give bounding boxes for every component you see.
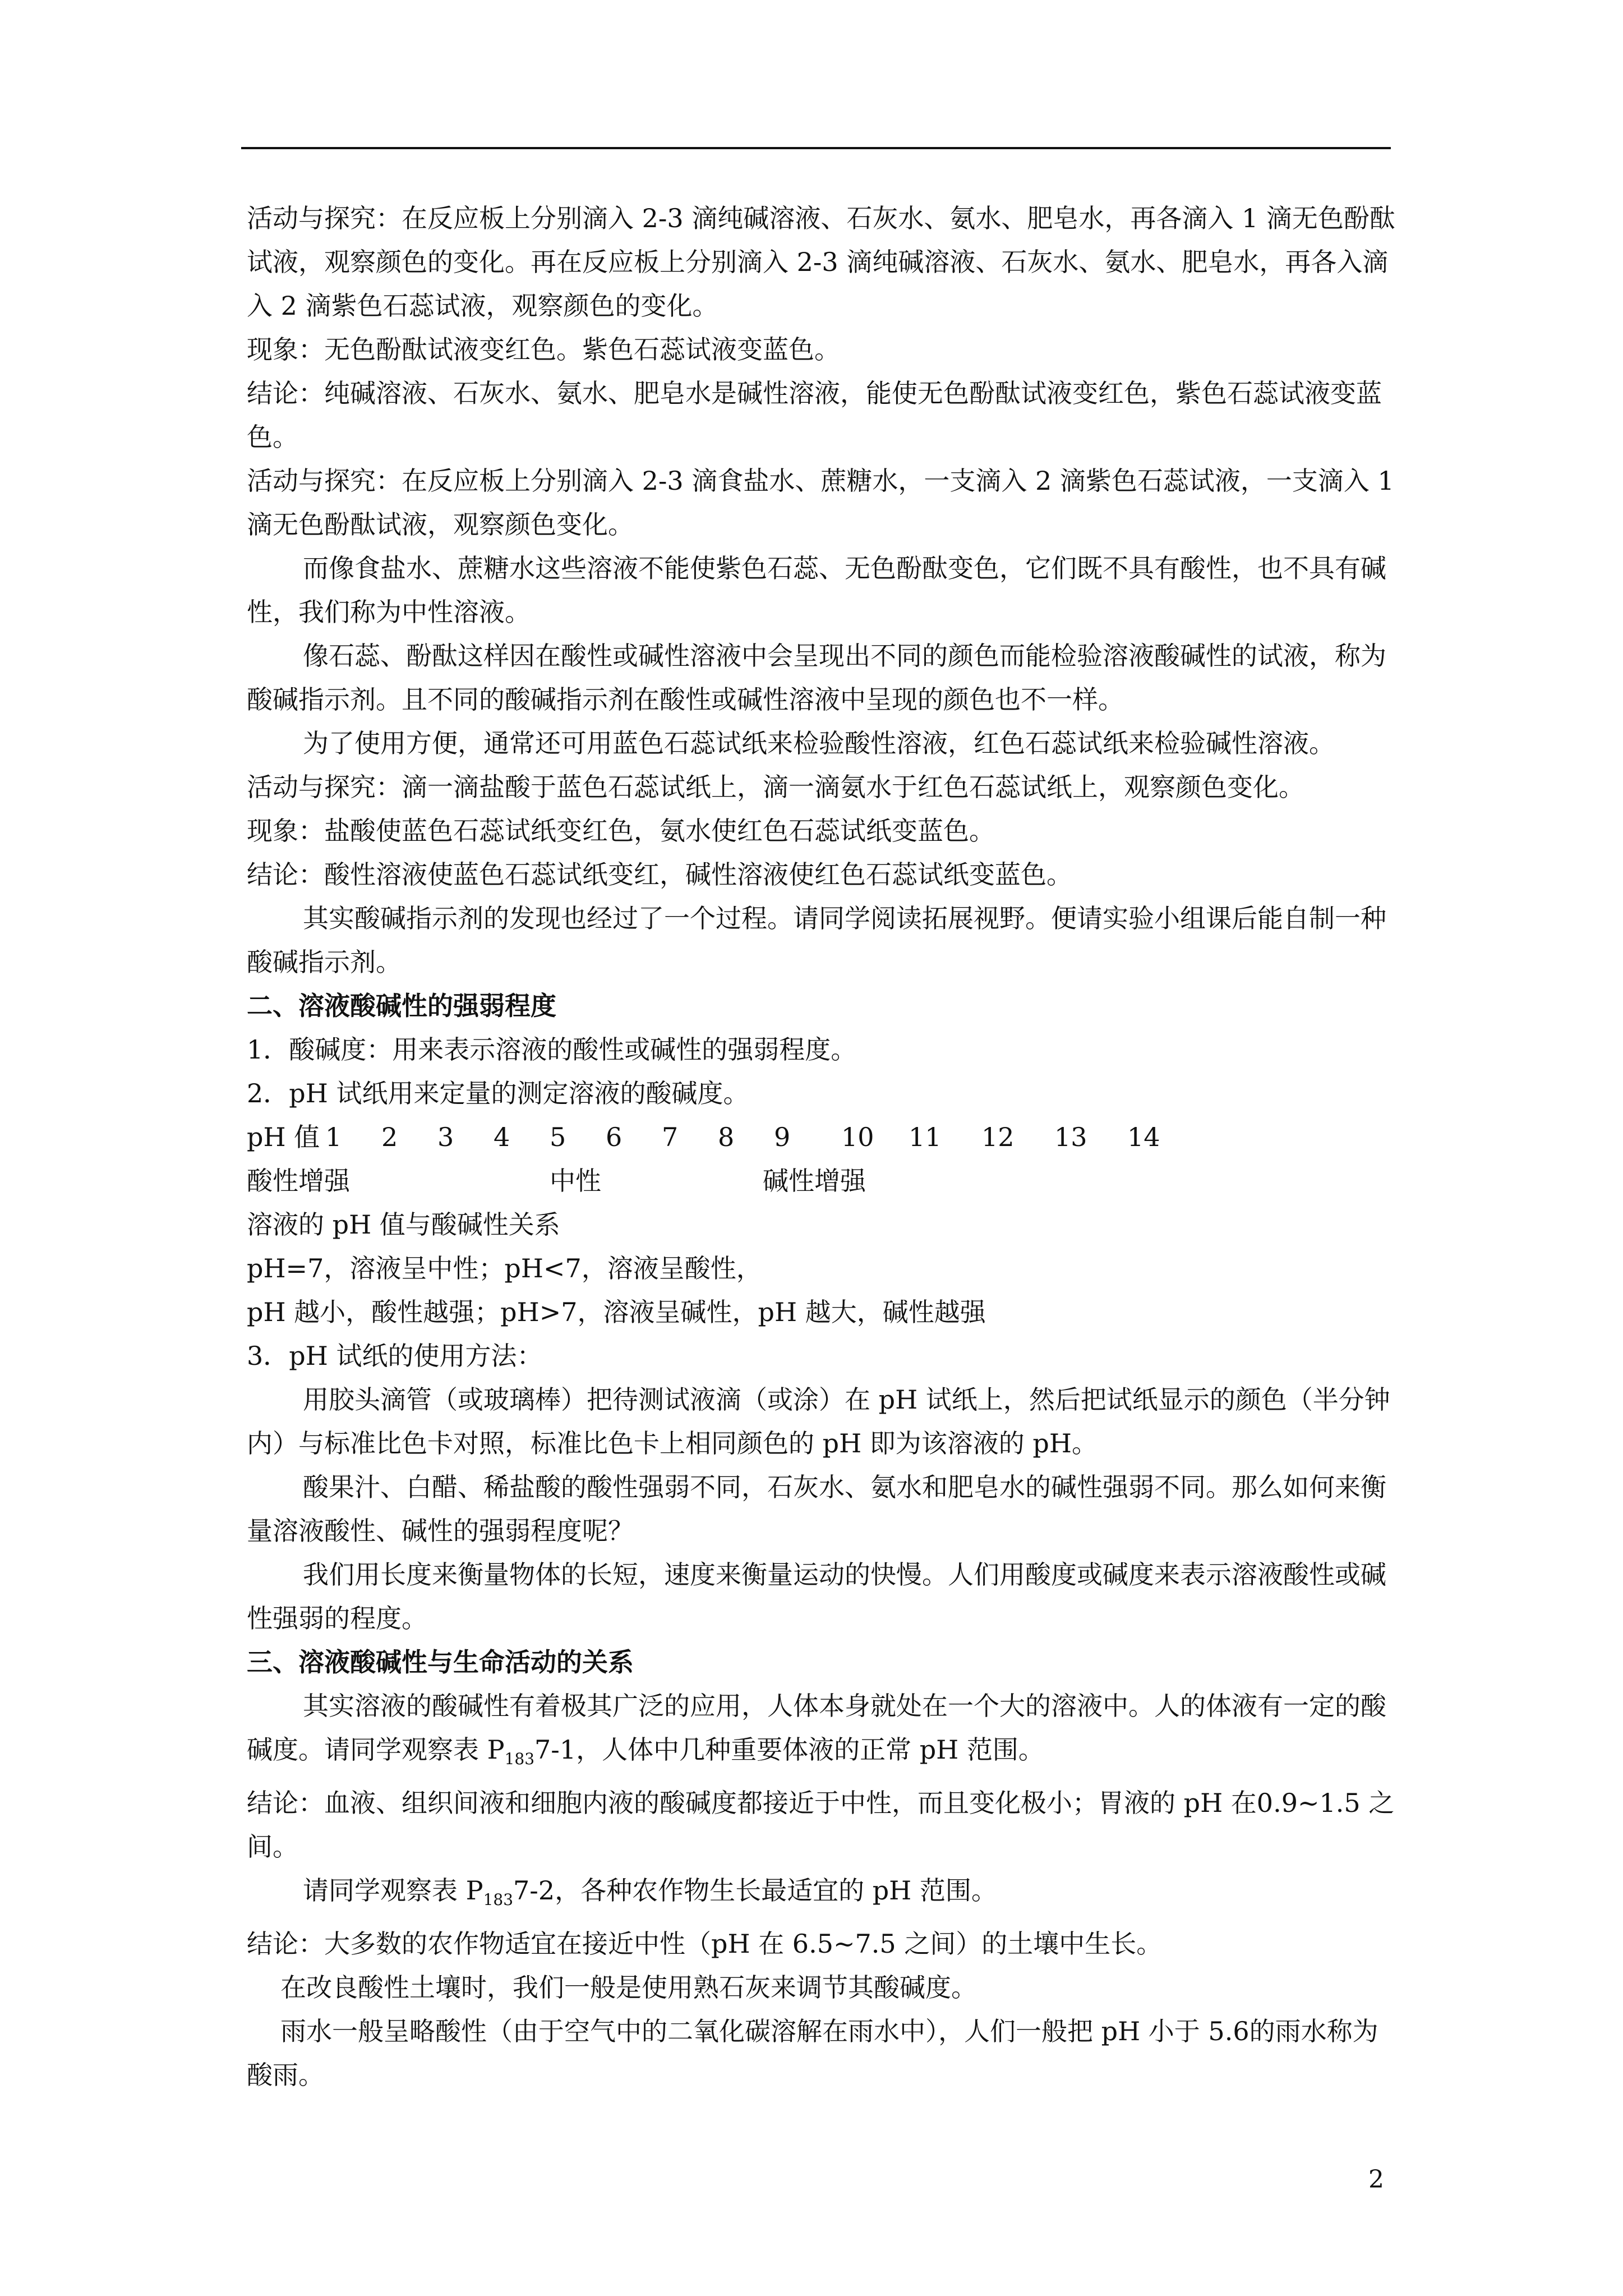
page-subscript: 183	[504, 1750, 535, 1768]
ph-value: 13	[1054, 1122, 1087, 1152]
crops-text: 请同学观察表 P	[303, 1875, 483, 1906]
acid-trend-label: 酸性增强	[247, 1166, 350, 1196]
page-subscript: 183	[483, 1890, 514, 1909]
ph-value: 3	[437, 1122, 454, 1152]
paragraph-activity-2: 活动与探究：在反应板上分别滴入 2-3 滴食盐水、蔗糖水，一支滴入 2 滴紫色石蕊试液，一支滴入 1 滴无色酚酞试液，观察颜色变化。	[247, 466, 1394, 540]
ph-value: 10	[841, 1122, 874, 1152]
paragraph-phenomenon-1: 现象：无色酚酞试液变红色。紫色石蕊试液变蓝色。	[247, 334, 840, 365]
ph-trend-row	[247, 1159, 1402, 1203]
paragraph-indicator: 像石蕊、酚酞这样因在酸性或碱性溶液中会呈现出不同的颜色而能检验溶液酸碱性的试液，称为酸碱指示剂。且不同的酸碱指示剂在酸性或碱性溶液中呈现的颜色也不一样。	[247, 641, 1386, 715]
neutral-label: 中性	[550, 1166, 601, 1196]
paragraph-neutral: 而像食盐水、蔗糖水这些溶液不能使紫色石蕊、无色酚酞变色，它们既不具有酸性，也不具有碱性，我们称为中性溶液。	[247, 553, 1386, 627]
ph-value: 12	[981, 1122, 1015, 1152]
list-item-2: 2．pH 试纸用来定量的测定溶液的酸碱度。	[247, 1078, 749, 1108]
page-number: 2	[1368, 2165, 1384, 2194]
paragraph-conclusion-3: 结论：血液、组织间液和细胞内液的酸碱度都接近于中性，而且变化极小；胃液的 pH 在0.9~1.5 之间。	[247, 1788, 1395, 1862]
body-fluids-text: 其实溶液的酸碱性有着极其广泛的应用，人体本身就处在一个大的溶液中。人的体液有一定的酸碱度。请同学观察表 P	[247, 1691, 1386, 1765]
paragraph-ph-usage: 用胶头滴管（或玻璃棒）把待测试液滴（或涂）在 pH 试纸上，然后把试纸显示的颜色（半分钟内）与标准比色卡对照，标准比色卡上相同颜色的 pH 即为该溶液的 pH。	[247, 1384, 1390, 1458]
ph-scale-row	[247, 1115, 1402, 1159]
body-fluids-text-end: 7-1，人体中几种重要体液的正常 pH 范围。	[534, 1734, 1044, 1765]
ph-relation-line-1: pH=7，溶液呈中性；pH<7，溶液呈酸性，	[247, 1253, 762, 1283]
section-heading-2: 二、溶液酸碱性的强弱程度	[247, 991, 556, 1021]
ph-value: 7	[662, 1122, 679, 1152]
ph-value: 1	[325, 1122, 342, 1152]
paragraph-conclusion-4: 结论：大多数的农作物适宜在接近中性（pH 在 6.5~7.5 之间）的土壤中生长。	[247, 1929, 1163, 1959]
ph-value: 4	[494, 1122, 510, 1152]
paragraph-conclusion-1: 结论：纯碱溶液、石灰水、氨水、肥皂水是碱性溶液，能使无色酚酞试液变红色，紫色石蕊试液变蓝色。	[247, 378, 1382, 452]
ph-value: 14	[1127, 1122, 1160, 1152]
base-trend-label: 碱性增强	[763, 1166, 866, 1196]
ph-relation-line-2: pH 越小，酸性越强；pH>7，溶液呈碱性，pH 越大，碱性越强	[247, 1297, 986, 1327]
ph-value: 2	[381, 1122, 398, 1152]
paragraph-conclusion-2: 结论：酸性溶液使蓝色石蕊试纸变红，碱性溶液使红色石蕊试纸变蓝色。	[247, 859, 1072, 890]
document-body	[247, 196, 1402, 2097]
paragraph-acid-rain: 雨水一般呈略酸性（由于空气中的二氧化碳溶解在雨水中），人们一般把 pH 小于 5.6的雨水称为酸雨。	[247, 2016, 1378, 2090]
paragraph-soil: 在改良酸性土壤时，我们一般是使用熟石灰来调节其酸碱度。	[280, 1972, 977, 2003]
section-heading-3: 三、溶液酸碱性与生命活动的关系	[247, 1647, 634, 1677]
ph-value: 5	[550, 1122, 566, 1152]
ph-value: 11	[909, 1122, 942, 1152]
crops-text-end: 7-2，各种农作物生长最适宜的 pH 范围。	[513, 1875, 997, 1906]
paragraph-measure: 我们用长度来衡量物体的长短，速度来衡量运动的快慢。人们用酸度或碱度来表示溶液酸性或碱性强弱的程度。	[247, 1559, 1386, 1634]
paragraph-phenomenon-2: 现象：盐酸使蓝色石蕊试纸变红色，氨水使红色石蕊试纸变蓝色。	[247, 816, 995, 846]
ph-value: 6	[606, 1122, 623, 1152]
paragraph-strength-question: 酸果汁、白醋、稀盐酸的酸性强弱不同，石灰水、氨水和肥皂水的碱性强弱不同。那么如何来衡量溶液酸性、碱性的强弱程度呢？	[247, 1472, 1386, 1546]
list-item-1: 1．酸碱度：用来表示溶液的酸性或碱性的强弱程度。	[247, 1034, 857, 1065]
ph-scale-label: pH 值	[247, 1122, 320, 1152]
paragraph-crops	[247, 1869, 1402, 1922]
ph-value: 9	[774, 1122, 791, 1152]
ph-value: 8	[718, 1122, 735, 1152]
list-item-3: 3．pH 试纸的使用方法：	[247, 1341, 543, 1371]
paragraph-activity-3: 活动与探究：滴一滴盐酸于蓝色石蕊试纸上，滴一滴氨水于红色石蕊试纸上，观察颜色变化。	[247, 772, 1304, 802]
paragraph-body-fluids	[247, 1684, 1402, 1781]
paragraph-litmus-paper: 为了使用方便，通常还可用蓝色石蕊试纸来检验酸性溶液，红色石蕊试纸来检验碱性溶液。	[303, 728, 1335, 758]
ph-relation-title: 溶液的 pH 值与酸碱性关系	[247, 1209, 560, 1240]
paragraph-activity-1: 活动与探究：在反应板上分别滴入 2-3 滴纯碱溶液、石灰水、氨水、肥皂水，再各滴入 1 滴无色酚酞试液，观察颜色的变化。再在反应板上分别滴入 2-3 滴纯碱溶液、石灰水、氨水、肥皂水，再各入滴入 2 滴紫色石蕊试液，观察颜色的变化。	[247, 203, 1395, 321]
header-rule	[241, 147, 1391, 149]
paragraph-history: 其实酸碱指示剂的发现也经过了一个过程。请同学阅读拓展视野。便请实验小组课后能自制一种酸碱指示剂。	[247, 903, 1386, 977]
